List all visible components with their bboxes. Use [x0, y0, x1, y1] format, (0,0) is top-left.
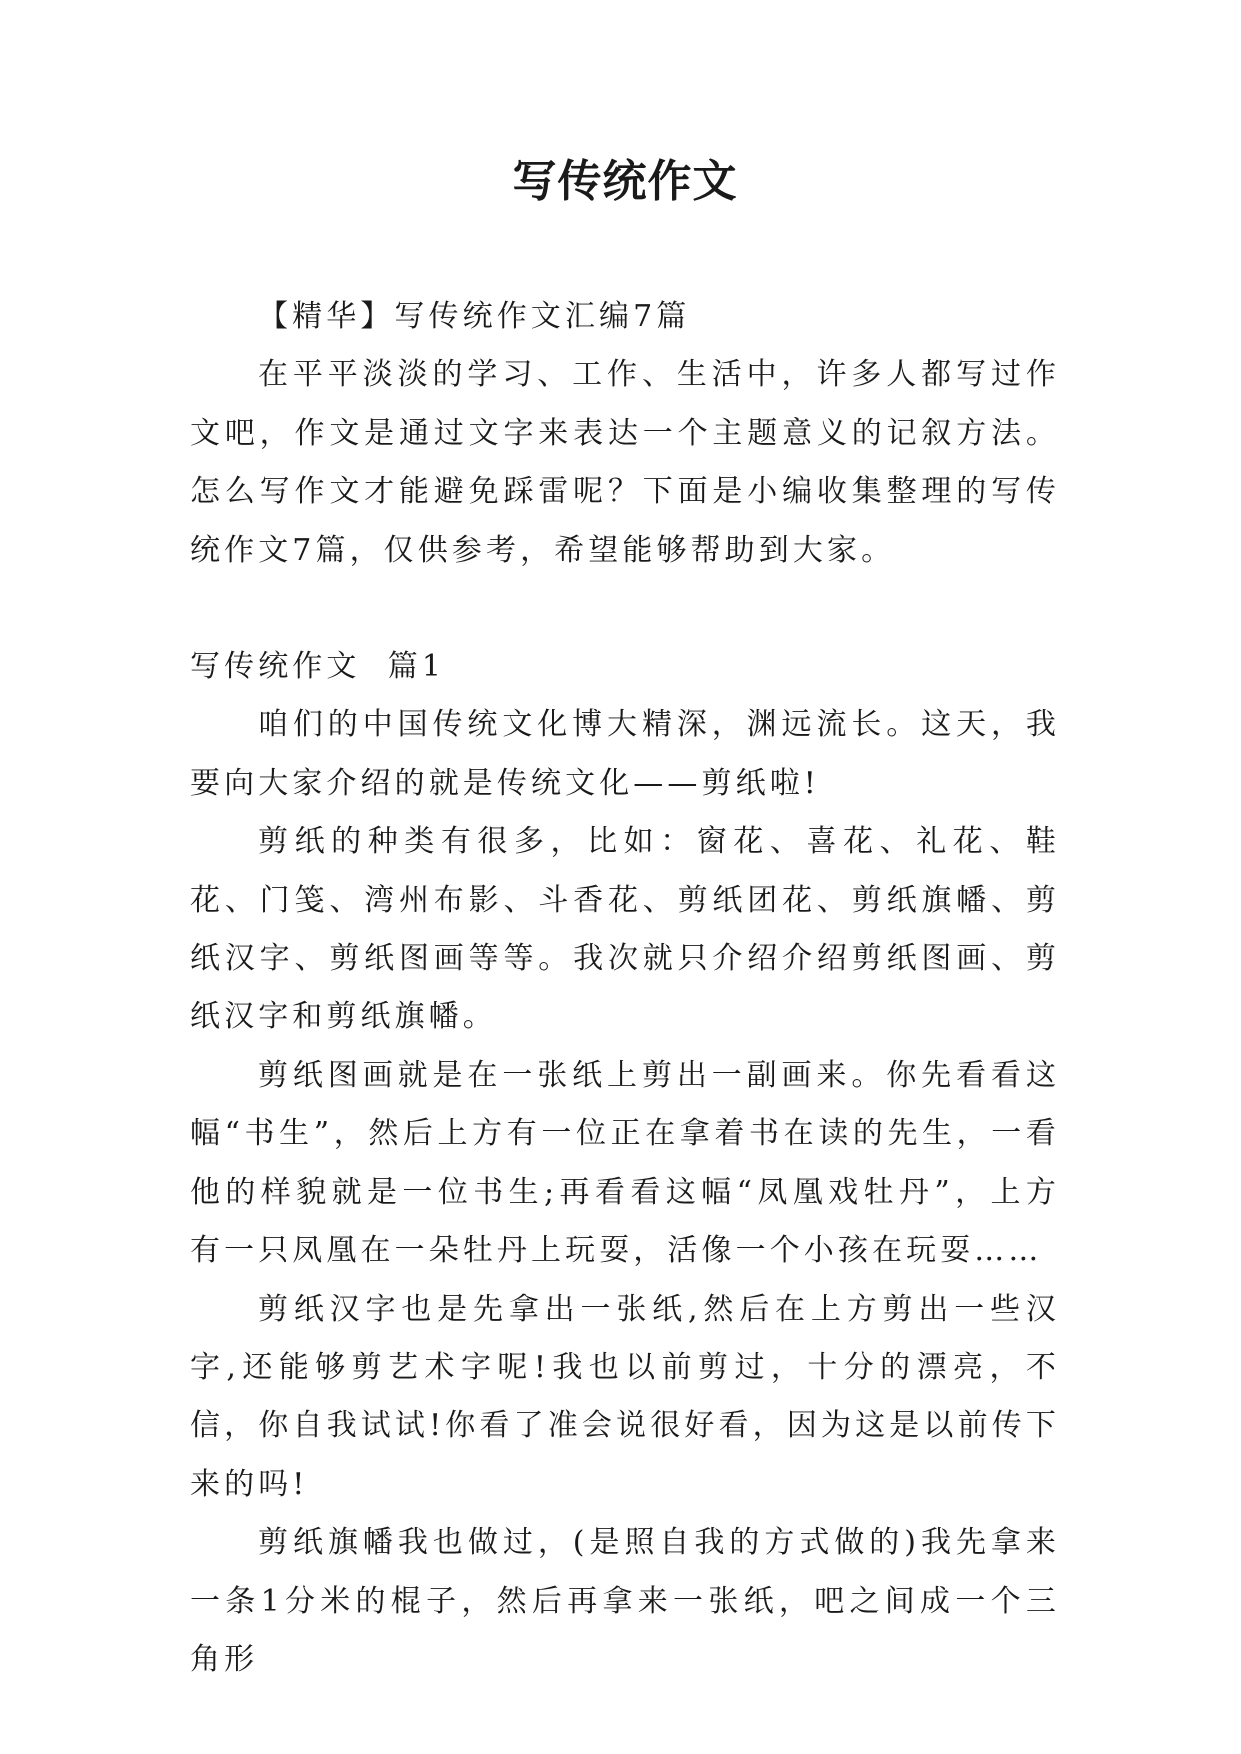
- paragraph: 剪纸旗幡我也做过，(是照自我的方式做的)我先拿来一条1分米的棍子，然后再拿来一张纸，吧之间成一个三角形: [190, 1525, 1060, 1677]
- document-body: [190, 288, 1060, 1689]
- document-subtitle: 【精华】写传统作文汇编7篇: [258, 299, 691, 334]
- paragraph: 剪纸图画就是在一张纸上剪出一副画来。你先看看这幅“书生”，然后上方有一位正在拿着书在读的先生，一看他的样貌就是一位书生;再看看这幅“凤凰戏牡丹”，上方有一只凤凰在一朵牡丹上玩耍，活像一个小孩在玩耍……: [190, 1057, 1060, 1269]
- paragraph: 剪纸汉字也是先拿出一张纸,然后在上方剪出一些汉字,还能够剪艺术字呢!我也以前剪过，十分的漂亮，不信，你自我试试!你看了准会说很好看，因为这是以前传下来的吗!: [190, 1291, 1060, 1502]
- section-heading: 写传统作文 篇1: [190, 649, 446, 685]
- paragraph: 咱们的中国传统文化博大精深，渊远流长。这天，我要向大家介绍的就是传统文化——剪纸啦!: [190, 707, 1060, 801]
- paragraph: 剪纸的种类有很多，比如：窗花、喜花、礼花、鞋花、门笺、湾州布影、斗香花、剪纸团花、剪纸旗幡、剪纸汉字、剪纸图画等等。我次就只介绍介绍剪纸图画、剪纸汉字和剪纸旗幡。: [190, 824, 1060, 1035]
- document-title: 写传统作文: [512, 156, 738, 207]
- intro-paragraph: 在平平淡淡的学习、工作、生活中，许多人都写过作文吧，作文是通过文字来表达一个主题意义的记叙方法。怎么写作文才能避免踩雷呢？下面是小编收集整理的写传统作文7篇，仅供参考，希望能够帮助到大家。: [190, 357, 1060, 568]
